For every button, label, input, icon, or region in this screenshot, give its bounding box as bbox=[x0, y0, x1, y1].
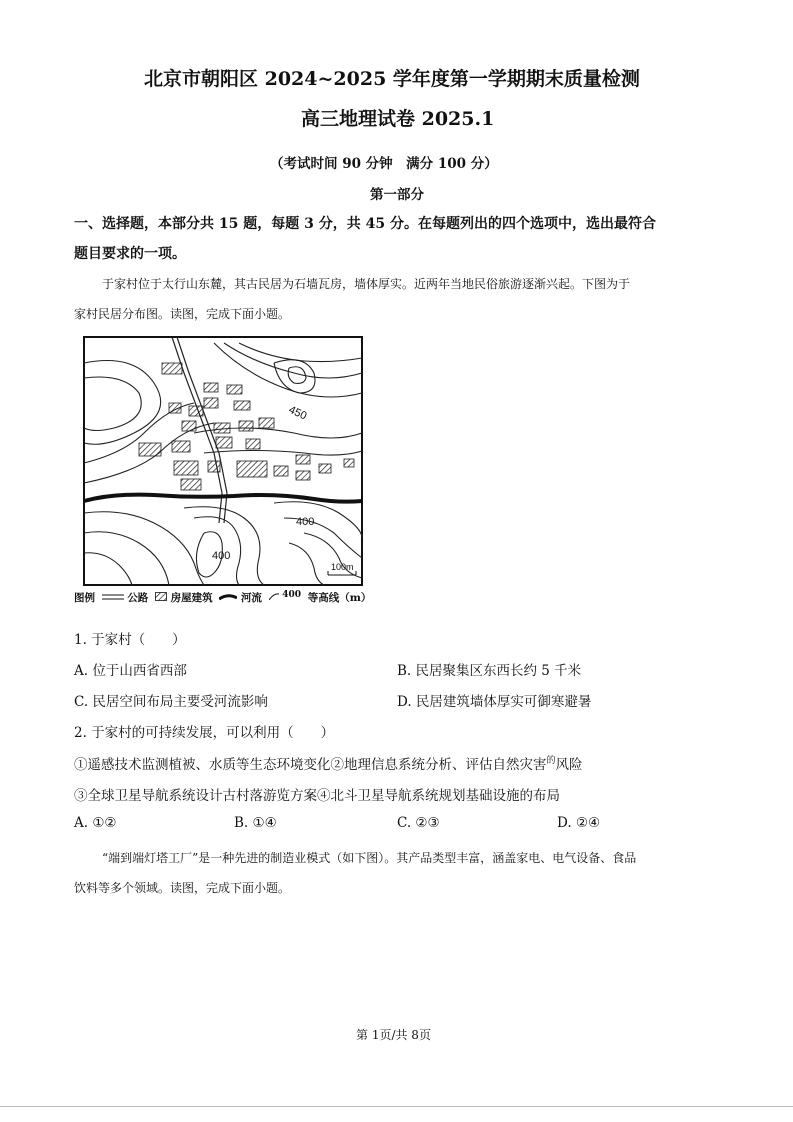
legend-prefix: 图例 bbox=[74, 592, 95, 604]
q2-option-b[interactable]: B. ①④ bbox=[234, 815, 277, 831]
legend-contour: 等高线（m） bbox=[307, 592, 372, 604]
passage2-line1: “端到端灯塔工厂”是一种先进的制造业模式（如下图）。其产品类型丰富，涵盖家电、电气设备、食品 bbox=[102, 851, 637, 865]
q2-items-1-2-mark: 的 bbox=[546, 756, 556, 766]
q2-stem: 2. 于家村的可持续发展，可以利用（ ） bbox=[74, 725, 335, 741]
q2-option-d[interactable]: D. ②④ bbox=[557, 815, 601, 831]
q1-option-b[interactable]: B. 民居聚集区东西长约 5 千米 bbox=[397, 663, 582, 679]
passage1-line1: 于家村位于太行山东麓，其古民居为石墙瓦房，墙体厚实。近两年当地民俗旅游逐渐兴起。下图为于 bbox=[102, 277, 631, 291]
q1-option-a[interactable]: A. 位于山西省西部 bbox=[74, 663, 187, 679]
legend-contour-value: 400 bbox=[282, 590, 302, 600]
page-number: 第 1页/共 8页 bbox=[356, 1028, 431, 1042]
part-heading: 第一部分 bbox=[370, 187, 424, 203]
passage1-line2: 家村民居分布图。读图，完成下面小题。 bbox=[74, 307, 291, 321]
section-instruction-line1: 一、选择题，本部分共 15 题，每题 3 分，共 45 分。在每题列出的四个选项中，选出最符合 bbox=[74, 216, 656, 232]
section-instruction-line2: 题目要求的一项。 bbox=[74, 246, 186, 262]
map-legend bbox=[74, 590, 374, 605]
village-map bbox=[74, 333, 366, 589]
river-legend-icon bbox=[219, 593, 237, 601]
q2-option-c[interactable]: C. ②③ bbox=[397, 815, 440, 831]
passage2-line2: 饮料等多个领域。读图，完成下面小题。 bbox=[74, 881, 291, 895]
contour-label: 400 bbox=[212, 550, 231, 562]
legend-building: 房屋建筑 bbox=[170, 592, 213, 604]
building-legend-icon bbox=[155, 592, 167, 601]
contour-label: 400 bbox=[296, 516, 315, 528]
village-map-svg bbox=[74, 333, 366, 589]
scale-label: 100m bbox=[331, 562, 354, 572]
q2-items-1-2-text: ①遥感技术监测植被、水质等生态环境变化②地理信息系统分析、评估自然灾害 bbox=[74, 757, 547, 773]
contour-legend-icon bbox=[269, 593, 279, 601]
road-legend-icon bbox=[102, 593, 124, 601]
q2-option-a[interactable]: A. ①② bbox=[74, 815, 117, 831]
page-title-line2: 高三地理试卷 2025.1 bbox=[301, 108, 495, 130]
contour-label: 450 bbox=[286, 403, 309, 423]
legend-river: 河流 bbox=[240, 592, 262, 604]
q2-items-1-2 bbox=[74, 753, 583, 773]
bottom-rule bbox=[0, 1106, 793, 1107]
q1-option-d[interactable]: D. 民居建筑墙体厚实可御寒避暑 bbox=[397, 694, 592, 710]
q2-items-3-4: ③全球卫星导航系统设计古村落游览方案④北斗卫星导航系统规划基础设施的布局 bbox=[74, 788, 560, 804]
exam-info: （考试时间 90 分钟 满分 100 分） bbox=[270, 156, 498, 172]
legend-road: 公路 bbox=[127, 592, 149, 604]
q2-items-1-2-tail: 风险 bbox=[555, 757, 583, 773]
q1-stem: 1. 于家村（ ） bbox=[74, 632, 186, 648]
page-title-line1: 北京市朝阳区 2024~2025 学年度第一学期期末质量检测 bbox=[144, 68, 640, 90]
q1-option-c[interactable]: C. 民居空间布局主要受河流影响 bbox=[74, 694, 268, 710]
map-frame bbox=[84, 337, 362, 585]
